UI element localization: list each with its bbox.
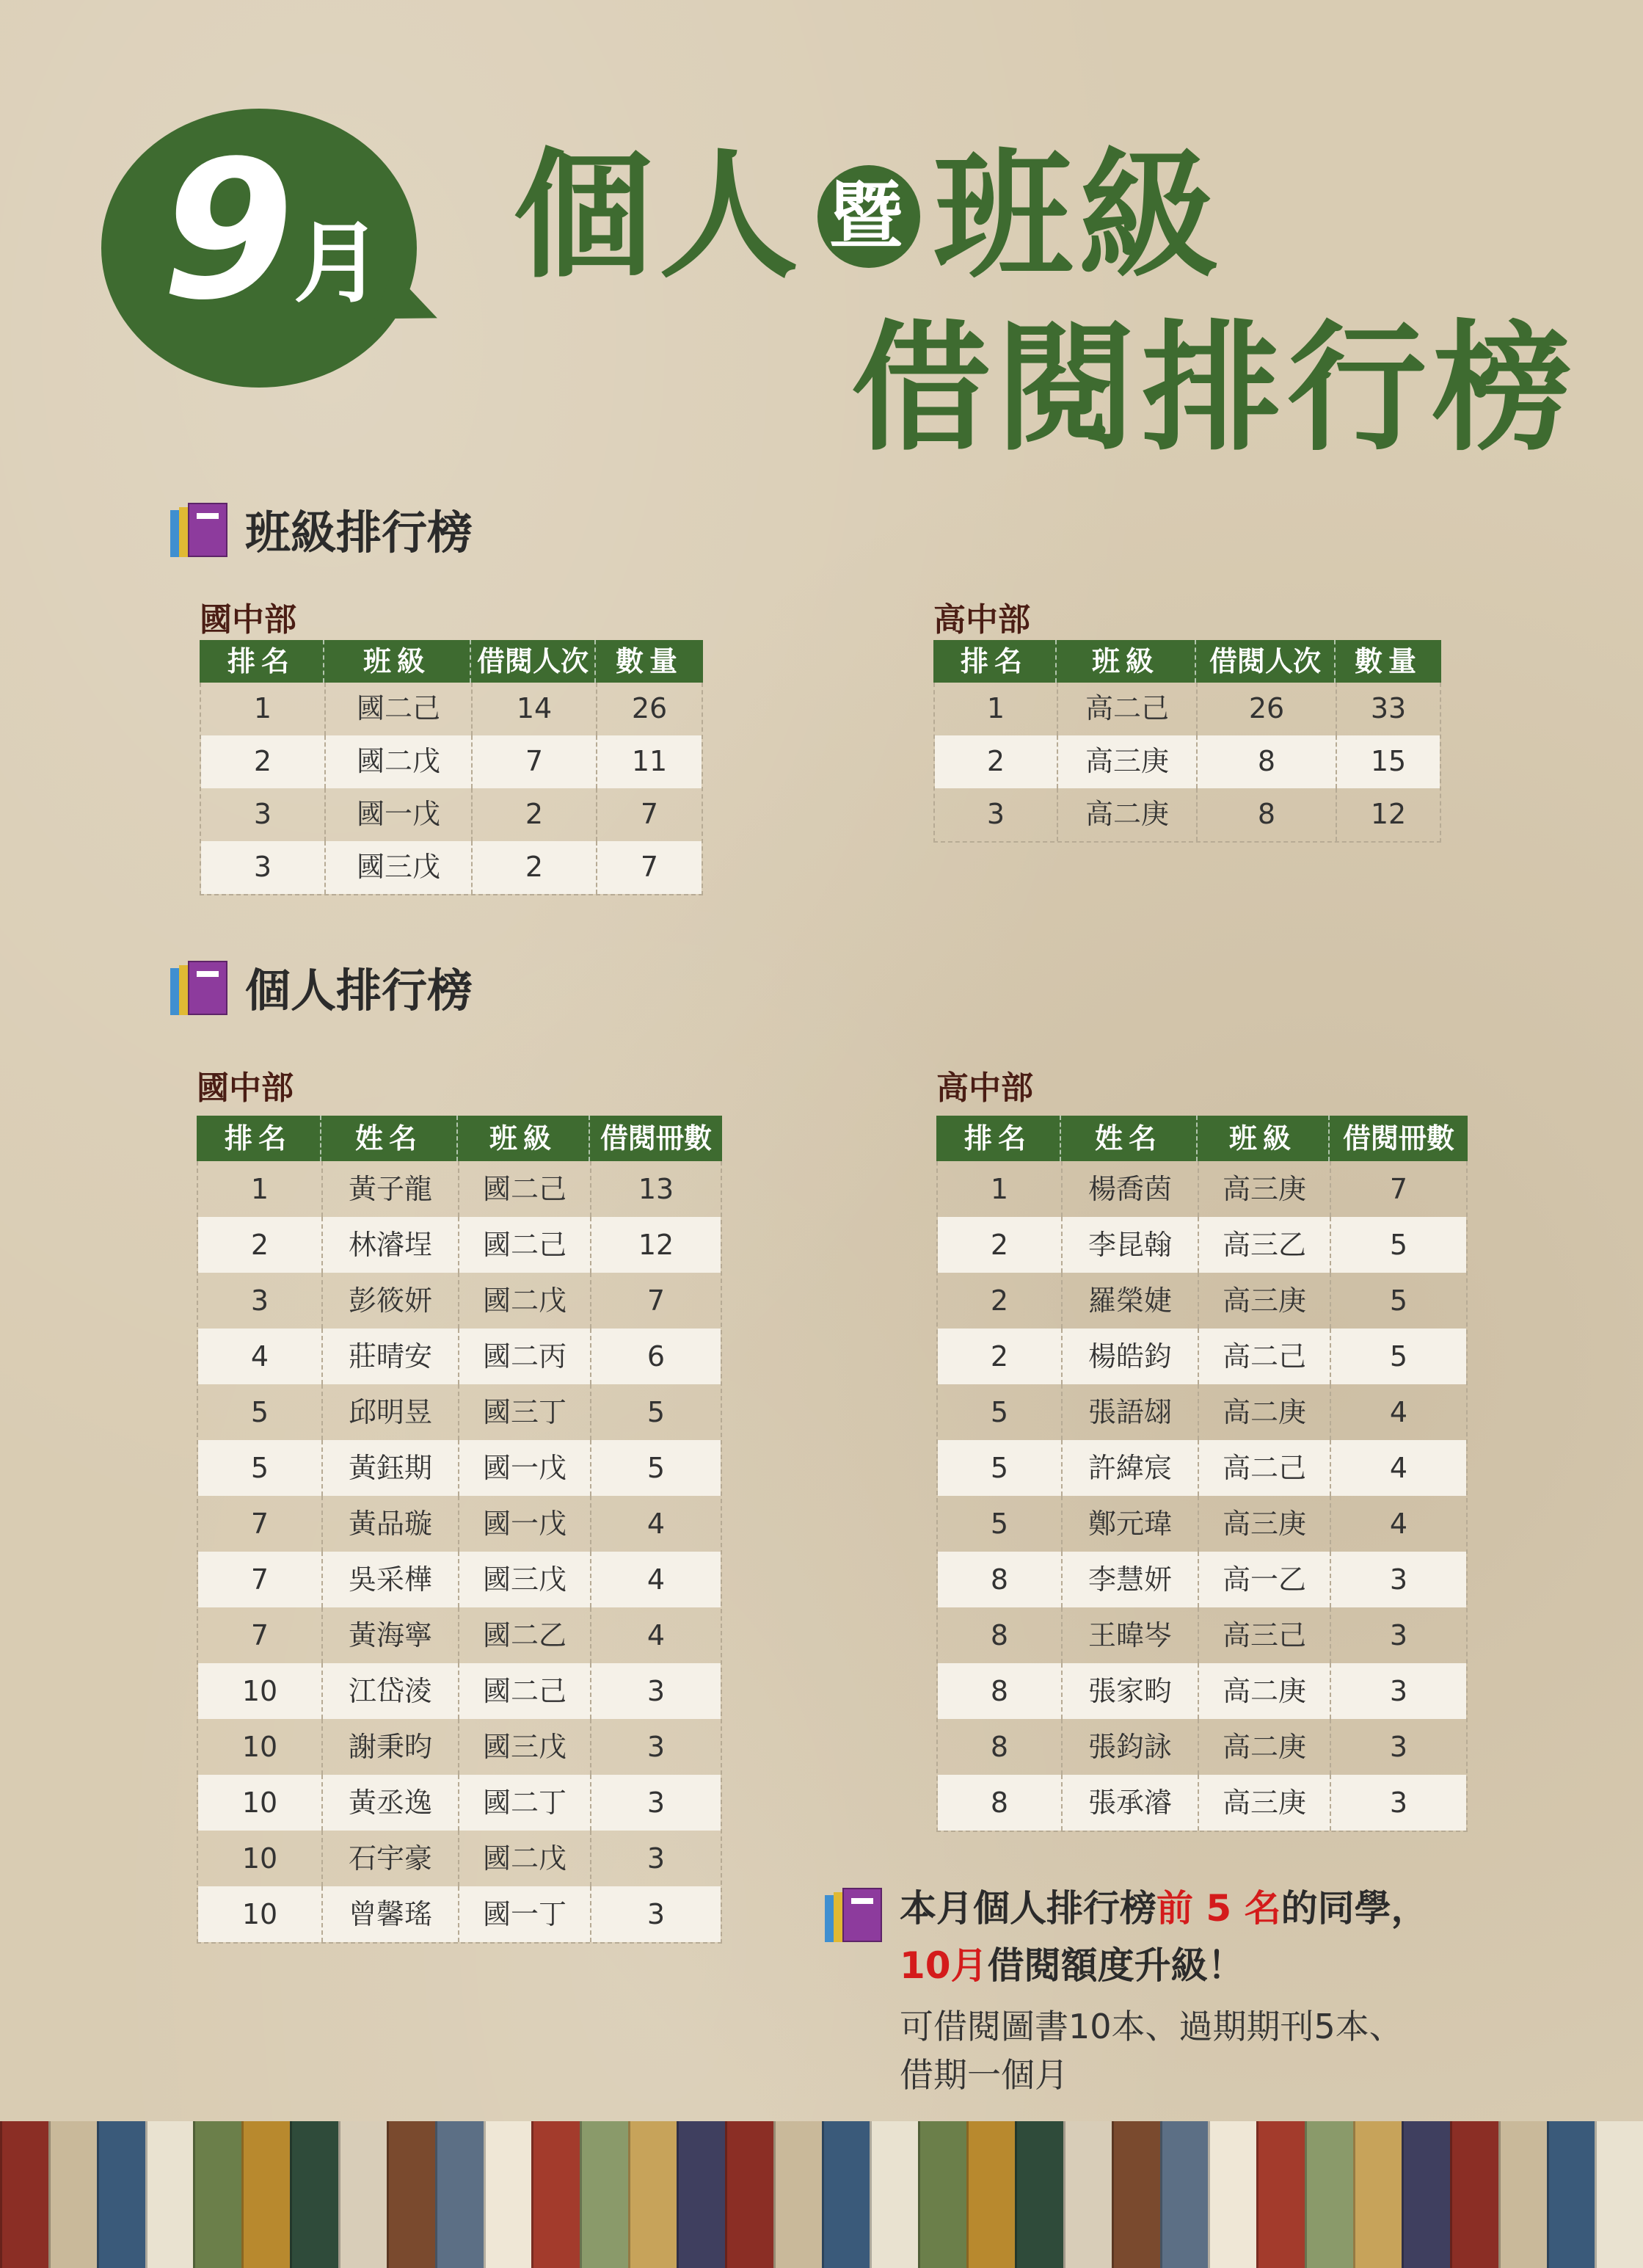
- cell-name: 黃子龍: [323, 1161, 459, 1217]
- cell-rank: 7: [198, 1496, 323, 1552]
- cell-name: 李昆翰: [1063, 1217, 1199, 1273]
- table-body: [200, 683, 703, 895]
- book-spine: [241, 2121, 290, 2268]
- header-class: 班級: [458, 1116, 590, 1161]
- cell-books: 3: [646, 1731, 666, 1763]
- book-spine: [628, 2121, 677, 2268]
- cell-class: 國二乙: [459, 1607, 591, 1663]
- cell-name: 黃品璇: [323, 1496, 459, 1552]
- notice-line1-end: 的同學，: [1280, 1887, 1428, 1930]
- cell-class: 國二戊: [459, 1273, 591, 1329]
- table-row: [201, 683, 702, 735]
- cell-class: 國二己: [326, 683, 473, 735]
- cell-rank: 3: [201, 788, 326, 841]
- table-row: [198, 1440, 721, 1496]
- notice-highlight-top5: 前 5 名: [1156, 1887, 1281, 1930]
- table-body: [936, 1161, 1468, 1832]
- table-row: [198, 1217, 721, 1273]
- book-spine: [193, 2121, 241, 2268]
- table-header: [936, 1116, 1468, 1161]
- book-spine: [1160, 2121, 1209, 2268]
- person-senior-table: [936, 1116, 1468, 1832]
- table-row: [198, 1161, 721, 1217]
- person-senior-label: 高中部: [936, 1069, 1033, 1107]
- page-title-line2: 借閱排行榜: [851, 308, 1578, 470]
- cell-class: 高二庚: [1199, 1663, 1331, 1719]
- cell-class: 國一戊: [459, 1440, 591, 1496]
- table-row: [198, 1552, 721, 1607]
- book-spine: [484, 2121, 532, 2268]
- book-spine: [290, 2121, 338, 2268]
- cell-books: 3: [1389, 1619, 1408, 1651]
- cell-rank: 8: [938, 1775, 1063, 1831]
- notice-highlight-month: 10月: [900, 1944, 988, 1987]
- cell-amount: 26: [631, 692, 668, 724]
- cell-books: 5: [1389, 1284, 1408, 1317]
- cell-class: 高三庚: [1199, 1775, 1331, 1831]
- header-rank: 排名: [936, 1116, 1061, 1161]
- table-row: [935, 683, 1440, 735]
- header-rank: 排名: [933, 640, 1057, 683]
- header-name: 姓名: [321, 1116, 458, 1161]
- cell-books: 4: [1389, 1508, 1408, 1540]
- cell-books: 3: [1389, 1731, 1408, 1763]
- cell-books: 5: [1389, 1229, 1408, 1261]
- cell-name: 黃丞逸: [323, 1775, 459, 1831]
- cell-name: 張語翃: [1063, 1384, 1199, 1440]
- cell-books: 4: [1389, 1396, 1408, 1428]
- header-rank: 排名: [200, 640, 324, 683]
- book-stack-icon: [170, 958, 229, 1017]
- cell-class: 國一戊: [326, 788, 473, 841]
- person-junior-table: [197, 1116, 722, 1944]
- book-spine: [1208, 2121, 1256, 2268]
- cell-books: 3: [646, 1787, 666, 1819]
- book-spine: [725, 2121, 773, 2268]
- cell-class: 高一乙: [1199, 1552, 1331, 1607]
- cell-books: 5: [646, 1396, 666, 1428]
- class-senior-label: 高中部: [933, 601, 1030, 639]
- table-row: [201, 841, 702, 894]
- cell-name: 許緯宸: [1063, 1440, 1199, 1496]
- title-personal: 個人: [514, 135, 805, 297]
- table-header: [200, 640, 703, 683]
- cell-books: 12: [638, 1229, 674, 1261]
- header-name: 姓名: [1061, 1116, 1198, 1161]
- cell-amount: 33: [1370, 692, 1407, 724]
- cell-books: 3: [646, 1898, 666, 1930]
- header-class: 班級: [1057, 640, 1196, 683]
- cell-name: 王暐岑: [1063, 1607, 1199, 1663]
- book-spine: [0, 2121, 48, 2268]
- cell-amount: 15: [1370, 745, 1407, 777]
- book-spine: [338, 2121, 387, 2268]
- book-spine: [580, 2121, 628, 2268]
- notice-line2-text: 借閱額度升級！: [987, 1944, 1245, 1987]
- table-row: [938, 1719, 1466, 1775]
- table-row: [938, 1663, 1466, 1719]
- cell-books: 4: [646, 1508, 666, 1540]
- table-row: [938, 1329, 1466, 1384]
- class-ranking-title: 班級排行榜: [245, 506, 473, 559]
- cell-books: 7: [646, 1284, 666, 1317]
- cell-books: 5: [1389, 1340, 1408, 1373]
- cell-rank: 2: [201, 735, 326, 788]
- cell-name: 彭筱妍: [323, 1273, 459, 1329]
- title-and-badge: 暨: [817, 165, 920, 268]
- cell-class: 國二丁: [459, 1775, 591, 1831]
- cell-name: 黃鈺期: [323, 1440, 459, 1496]
- table-row: [201, 735, 702, 788]
- month-number: 9: [161, 120, 294, 342]
- cell-class: 國三丁: [459, 1384, 591, 1440]
- cell-class: 高二己: [1199, 1329, 1331, 1384]
- header-amount: 數量: [1354, 645, 1422, 677]
- table-body: [933, 683, 1441, 843]
- header-count: 借閱人次: [471, 640, 596, 683]
- cell-name: 江岱淩: [323, 1663, 459, 1719]
- table-row: [198, 1384, 721, 1440]
- table-row: [938, 1775, 1466, 1831]
- cell-amount: 12: [1370, 798, 1407, 830]
- month-label: 月: [294, 213, 382, 315]
- table-row: [198, 1273, 721, 1329]
- cell-name: 黃海寧: [323, 1607, 459, 1663]
- notice-detail-2: 借期一個月: [900, 2055, 1068, 2095]
- cell-class: 國二己: [459, 1217, 591, 1273]
- cell-books: 3: [1389, 1563, 1408, 1596]
- cell-count: 8: [1198, 788, 1337, 841]
- cell-rank: 4: [198, 1329, 323, 1384]
- cell-books: 5: [646, 1452, 666, 1484]
- table-row: [938, 1496, 1466, 1552]
- cell-rank: 8: [938, 1663, 1063, 1719]
- class-junior-label: 國中部: [200, 601, 296, 639]
- cell-rank: 10: [198, 1775, 323, 1831]
- cell-class: 高三乙: [1199, 1217, 1331, 1273]
- notice-line1-text: 本月個人排行榜: [900, 1887, 1156, 1930]
- person-ranking-header: [170, 954, 473, 1019]
- title-class: 班級: [933, 135, 1225, 297]
- cell-books: 3: [1389, 1675, 1408, 1707]
- table-row: [198, 1663, 721, 1719]
- header-amount: 數量: [615, 645, 683, 677]
- cell-class: 國三戊: [459, 1552, 591, 1607]
- header-books: 借閱冊數: [1342, 1122, 1454, 1155]
- book-stack-icon: [170, 500, 229, 559]
- cell-rank: 8: [938, 1552, 1063, 1607]
- cell-class: 國二丙: [459, 1329, 591, 1384]
- cell-name: 謝秉昀: [323, 1719, 459, 1775]
- header-count: 借閱人次: [1196, 640, 1336, 683]
- book-spine: [1547, 2121, 1595, 2268]
- table-row: [938, 1161, 1466, 1217]
- book-spine: [48, 2121, 97, 2268]
- cell-rank: 10: [198, 1719, 323, 1775]
- upgrade-notice: [825, 1879, 1428, 2099]
- cell-books: 6: [646, 1340, 666, 1373]
- cell-rank: 2: [935, 735, 1058, 788]
- notice-line1: [900, 1879, 1428, 1932]
- cell-amount: 7: [640, 851, 659, 883]
- book-spine: [435, 2121, 484, 2268]
- cell-rank: 2: [938, 1273, 1063, 1329]
- cell-count: 7: [473, 735, 597, 788]
- header-rank: 排名: [197, 1116, 321, 1161]
- cell-rank: 10: [198, 1886, 323, 1942]
- notice-detail-1: 可借閱圖書10本、過期期刊5本、: [900, 2007, 1403, 2046]
- book-spine: [1498, 2121, 1547, 2268]
- book-spine: [822, 2121, 870, 2268]
- cell-name: 石宇豪: [323, 1831, 459, 1886]
- cell-class: 高三己: [1199, 1607, 1331, 1663]
- cell-rank: 3: [935, 788, 1058, 841]
- cell-class: 國二戊: [326, 735, 473, 788]
- table-row: [938, 1273, 1466, 1329]
- book-spine: [1256, 2121, 1305, 2268]
- cell-class: 高二庚: [1199, 1384, 1331, 1440]
- cell-class: 國二己: [459, 1161, 591, 1217]
- cell-books: 3: [646, 1675, 666, 1707]
- cell-amount: 7: [640, 798, 659, 830]
- table-row: [198, 1831, 721, 1886]
- table-row: [938, 1607, 1466, 1663]
- book-spine: [773, 2121, 822, 2268]
- cell-count: 2: [473, 841, 597, 894]
- cell-amount: 11: [631, 745, 668, 777]
- book-spine: [1595, 2121, 1643, 2268]
- cell-name: 莊晴安: [323, 1329, 459, 1384]
- cell-rank: 8: [938, 1607, 1063, 1663]
- cell-name: 李慧妍: [1063, 1552, 1199, 1607]
- cell-name: 楊喬茵: [1063, 1161, 1199, 1217]
- cell-class: 高二己: [1058, 683, 1198, 735]
- cell-rank: 10: [198, 1663, 323, 1719]
- cell-name: 羅榮婕: [1063, 1273, 1199, 1329]
- cell-rank: 5: [938, 1384, 1063, 1440]
- cell-name: 吳采樺: [323, 1552, 459, 1607]
- table-row: [938, 1440, 1466, 1496]
- class-ranking-header: [170, 496, 473, 561]
- cell-rank: 5: [938, 1496, 1063, 1552]
- table-header: [933, 640, 1441, 683]
- table-row: [198, 1775, 721, 1831]
- book-spine: [677, 2121, 725, 2268]
- book-spine: [1305, 2121, 1353, 2268]
- book-spine: [966, 2121, 1015, 2268]
- cell-class: 高二庚: [1058, 788, 1198, 841]
- book-spine: [97, 2121, 145, 2268]
- cell-name: 楊皓鈞: [1063, 1329, 1199, 1384]
- cell-books: 4: [646, 1563, 666, 1596]
- cell-name: 張家畇: [1063, 1663, 1199, 1719]
- cell-rank: 7: [198, 1607, 323, 1663]
- cell-name: 林濬埕: [323, 1217, 459, 1273]
- table-row: [935, 735, 1440, 788]
- cell-class: 高二庚: [1199, 1719, 1331, 1775]
- book-spine: [1450, 2121, 1498, 2268]
- cell-class: 高三庚: [1058, 735, 1198, 788]
- cell-books: 13: [638, 1173, 674, 1205]
- cell-class: 國三戊: [326, 841, 473, 894]
- cell-rank: 2: [198, 1217, 323, 1273]
- cell-rank: 5: [198, 1440, 323, 1496]
- cell-class: 高三庚: [1199, 1161, 1331, 1217]
- book-spine: [1353, 2121, 1402, 2268]
- cell-rank: 2: [938, 1217, 1063, 1273]
- page-title-line1: [514, 135, 1225, 297]
- cell-rank: 7: [198, 1552, 323, 1607]
- book-spine: [1015, 2121, 1063, 2268]
- cell-class: 高二己: [1199, 1440, 1331, 1496]
- person-junior-label: 國中部: [197, 1069, 294, 1107]
- cell-class: 國三戊: [459, 1719, 591, 1775]
- cell-class: 國二己: [459, 1663, 591, 1719]
- table-row: [935, 788, 1440, 841]
- table-row: [938, 1217, 1466, 1273]
- cell-books: 7: [1389, 1173, 1408, 1205]
- cell-rank: 2: [938, 1329, 1063, 1384]
- cell-books: 4: [646, 1619, 666, 1651]
- class-junior-table: [200, 640, 703, 895]
- book-spine: [918, 2121, 966, 2268]
- table-row: [938, 1552, 1466, 1607]
- cell-count: 8: [1198, 735, 1337, 788]
- table-row: [201, 788, 702, 841]
- cell-books: 3: [1389, 1787, 1408, 1819]
- book-spine: [1402, 2121, 1450, 2268]
- cell-rank: 1: [938, 1161, 1063, 1217]
- cell-name: 曾馨瑤: [323, 1886, 459, 1942]
- book-stack-icon: [825, 1885, 884, 1944]
- cell-name: 張鈞詠: [1063, 1719, 1199, 1775]
- cell-name: 張承濬: [1063, 1775, 1199, 1831]
- table-row: [938, 1384, 1466, 1440]
- person-ranking-title: 個人排行榜: [245, 964, 473, 1017]
- cell-rank: 3: [198, 1273, 323, 1329]
- cell-class: 國二戊: [459, 1831, 591, 1886]
- cell-name: 邱明昱: [323, 1384, 459, 1440]
- cell-name: 鄭元瑋: [1063, 1496, 1199, 1552]
- table-row: [198, 1329, 721, 1384]
- cell-class: 高三庚: [1199, 1496, 1331, 1552]
- decorative-bookshelf: [0, 2121, 1643, 2268]
- cell-rank: 1: [935, 683, 1058, 735]
- cell-books: 4: [1389, 1452, 1408, 1484]
- table-header: [197, 1116, 722, 1161]
- cell-class: 國一丁: [459, 1886, 591, 1942]
- class-senior-table: [933, 640, 1441, 843]
- cell-count: 2: [473, 788, 597, 841]
- cell-class: 高三庚: [1199, 1273, 1331, 1329]
- header-class: 班級: [324, 640, 471, 683]
- cell-rank: 3: [201, 841, 326, 894]
- book-spine: [387, 2121, 435, 2268]
- header-class: 班級: [1198, 1116, 1330, 1161]
- cell-rank: 8: [938, 1719, 1063, 1775]
- cell-rank: 10: [198, 1831, 323, 1886]
- table-body: [197, 1161, 722, 1944]
- table-row: [198, 1496, 721, 1552]
- cell-rank: 1: [201, 683, 326, 735]
- book-spine: [1112, 2121, 1160, 2268]
- table-row: [198, 1886, 721, 1942]
- book-spine: [870, 2121, 918, 2268]
- cell-count: 26: [1198, 683, 1337, 735]
- book-spine: [531, 2121, 580, 2268]
- header-books: 借閱冊數: [600, 1122, 712, 1155]
- table-row: [198, 1607, 721, 1663]
- notice-line2: [900, 1936, 1428, 1989]
- cell-rank: 1: [198, 1161, 323, 1217]
- table-row: [198, 1719, 721, 1775]
- cell-rank: 5: [938, 1440, 1063, 1496]
- book-spine: [145, 2121, 194, 2268]
- book-spine: [1063, 2121, 1112, 2268]
- cell-count: 14: [473, 683, 597, 735]
- cell-class: 國一戊: [459, 1496, 591, 1552]
- cell-books: 3: [646, 1842, 666, 1875]
- cell-rank: 5: [198, 1384, 323, 1440]
